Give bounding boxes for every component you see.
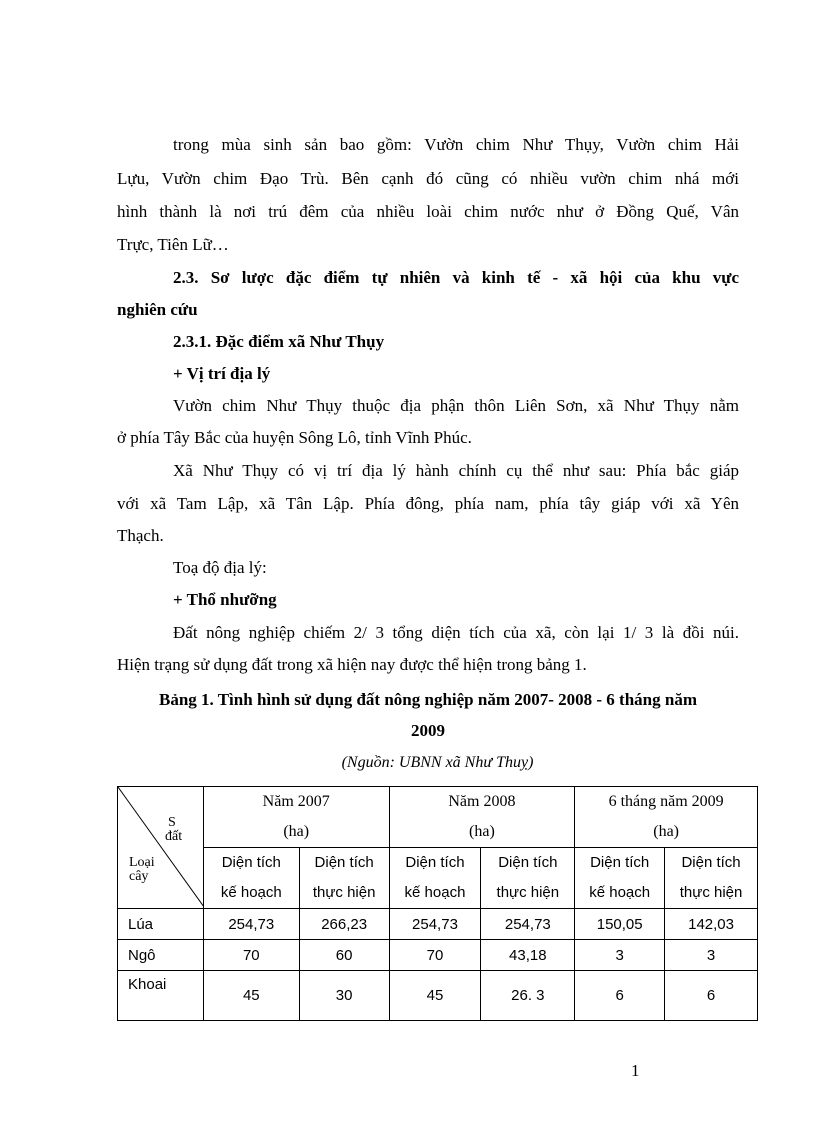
item-heading-vi-tri: + Vị trí địa lý — [173, 364, 271, 383]
row-label: Lúa — [118, 909, 204, 940]
subheader-bottom: kế hoạch — [220, 884, 282, 901]
paragraph-line: Vườn chim Như Thụy thuộc địa phận thôn Liên Sơn, xã Như Thụy nằm — [173, 396, 739, 415]
paragraph-line: Hiện trạng sử dụng đất trong xã hiện nay được thể hiện trong bảng 1. — [117, 655, 587, 674]
table-header-row — [118, 787, 758, 848]
table-cell: 3 — [575, 940, 665, 971]
subheader-cell — [203, 848, 299, 909]
section-heading: 2.3. Sơ lược đặc điểm tự nhiên và kinh tế - xã hội của khu vực — [173, 268, 739, 287]
corner-top-label-l1: S — [168, 815, 176, 830]
subheader-bottom: kế hoạch — [404, 884, 466, 901]
section-heading-cont: nghiên cứu — [117, 300, 198, 319]
group-year: 6 tháng năm 2009 — [608, 793, 724, 810]
corner-bottom-label-l2: cây — [129, 869, 149, 884]
table-cell: 30 — [299, 971, 389, 1021]
table-cell: 60 — [299, 940, 389, 971]
subheader-top: Diện tích — [590, 854, 650, 871]
table-cell: 150,05 — [575, 909, 665, 940]
subheader-top: Diện tích — [221, 854, 281, 871]
group-unit: (ha) — [469, 823, 495, 840]
table-cell: 70 — [389, 940, 481, 971]
group-year: Năm 2007 — [262, 793, 330, 810]
paragraph-line: Trực, Tiên Lữ… — [117, 235, 229, 254]
subheader-top: Diện tích — [681, 854, 741, 871]
paragraph-line: Lựu, Vườn chim Đạo Trù. Bên cạnh đó cũng có nhiều vườn chim nhá mới — [117, 169, 739, 188]
table-cell: 43,18 — [481, 940, 575, 971]
corner-bottom-label-l1: Loại — [129, 855, 155, 870]
subheader-top: Diện tích — [405, 854, 465, 871]
paragraph-line: Xã Như Thụy có vị trí địa lý hành chính cụ thể như sau: Phía bắc giáp — [173, 461, 739, 480]
table-caption-cont: 2009 — [411, 721, 445, 740]
paragraph-line: Toạ độ địa lý: — [173, 558, 267, 577]
land-use-table — [117, 786, 758, 1021]
paragraph-line: trong mùa sinh sản bao gồm: Vườn chim Như Thụy, Vườn chim Hải — [173, 135, 739, 154]
group-header-2008 — [389, 787, 575, 848]
subheader-top: Diện tích — [498, 854, 558, 871]
subsection-heading: 2.3.1. Đặc điểm xã Như Thụy — [173, 332, 385, 351]
corner-bottom-label — [129, 856, 155, 884]
table-cell: 6 — [665, 971, 758, 1021]
paragraph-line: Thạch. — [117, 526, 164, 545]
table-subheader-row — [118, 848, 758, 909]
table-cell: 254,73 — [203, 909, 299, 940]
table-cell: 254,73 — [389, 909, 481, 940]
table-cell: 142,03 — [665, 909, 758, 940]
row-label: Ngô — [118, 940, 204, 971]
table-row — [118, 971, 758, 1021]
diagonal-line — [118, 787, 204, 907]
subheader-bottom: kế hoạch — [589, 884, 651, 901]
page-number: 1 — [631, 1061, 640, 1080]
subheader-cell — [299, 848, 389, 909]
group-header-2009 — [575, 787, 758, 848]
table-source: (Nguồn: UBNN xã Như Thuỵ) — [341, 754, 534, 771]
table-cell: 6 — [575, 971, 665, 1021]
group-unit: (ha) — [653, 823, 679, 840]
table-cell: 70 — [203, 940, 299, 971]
table-cell: 26. 3 — [481, 971, 575, 1021]
paragraph-line: ở phía Tây Bắc của huyện Sông Lô, tỉnh Vĩnh Phúc. — [117, 428, 472, 447]
group-year: Năm 2008 — [448, 793, 516, 810]
row-label: Khoai — [118, 971, 204, 1021]
table-row — [118, 940, 758, 971]
subheader-bottom: thực hiện — [496, 884, 560, 901]
group-header-2007 — [203, 787, 389, 848]
table-row — [118, 909, 758, 940]
paragraph-line: với xã Tam Lập, xã Tân Lập. Phía đông, phía nam, phía tây giáp với xã Yên — [117, 494, 739, 513]
item-heading-tho-nhuong: + Thổ nhưỡng — [173, 590, 277, 609]
table-cell: 266,23 — [299, 909, 389, 940]
table-caption: Bảng 1. Tình hình sử dụng đất nông nghiệp năm 2007- 2008 - 6 tháng năm — [158, 690, 697, 709]
subheader-cell — [389, 848, 481, 909]
table-cell: 254,73 — [481, 909, 575, 940]
paragraph-line: hình thành là nơi trú đêm của nhiều loài chim nước như ở Đồng Quế, Vân — [117, 202, 739, 221]
subheader-cell — [481, 848, 575, 909]
corner-cell — [118, 787, 204, 909]
corner-top-label-l2: đất — [165, 829, 183, 844]
table-cell: 45 — [203, 971, 299, 1021]
subheader-top: Diện tích — [314, 854, 374, 871]
table-cell: 45 — [389, 971, 481, 1021]
subheader-bottom: thực hiện — [312, 884, 376, 901]
corner-top-label — [165, 815, 183, 844]
subheader-cell — [665, 848, 758, 909]
paragraph-line: Đất nông nghiệp chiếm 2/ 3 tổng diện tích của xã, còn lại 1/ 3 là đồi núi. — [173, 623, 739, 642]
table-cell: 3 — [665, 940, 758, 971]
subheader-cell — [575, 848, 665, 909]
subheader-bottom: thực hiện — [679, 884, 743, 901]
group-unit: (ha) — [283, 823, 310, 840]
